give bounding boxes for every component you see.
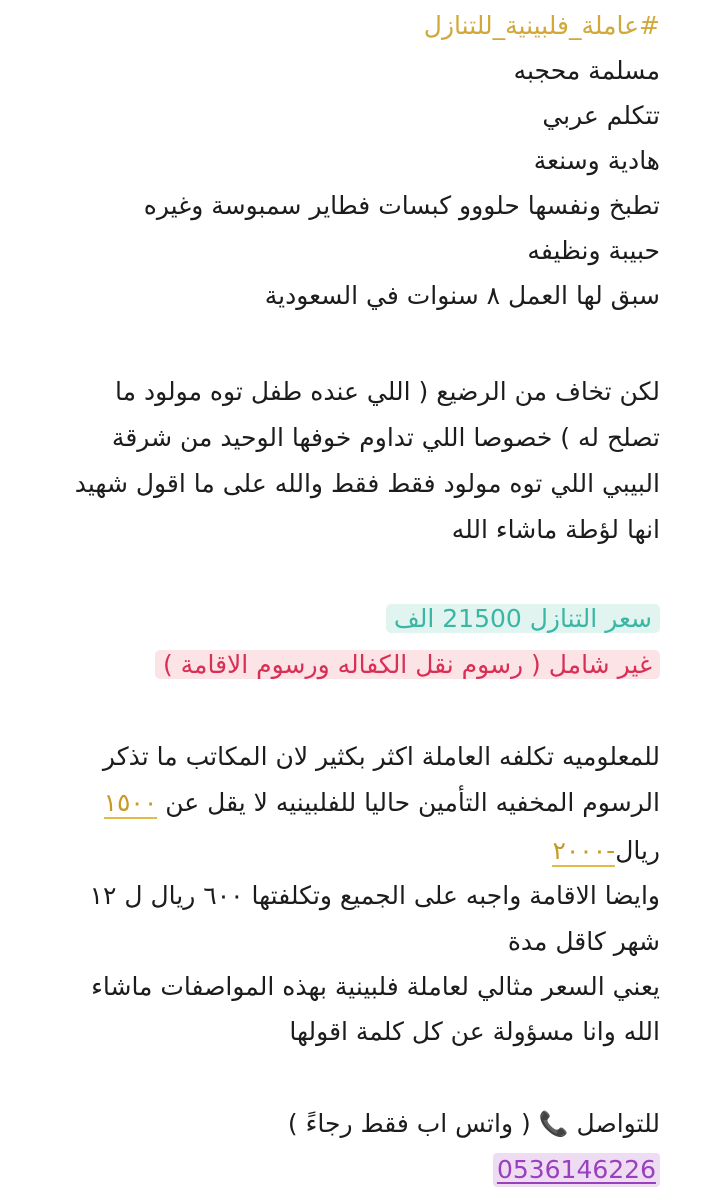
contact-line [288, 1104, 660, 1144]
excludes-highlight: غير شامل ( رسوم نقل الكفاله ورسوم الاقامة ) [155, 650, 660, 679]
contact-label: للتواصل [576, 1109, 660, 1138]
info-text: ريال [615, 836, 660, 865]
caveat-line: البيبي اللي توه مولود فقط فقط والله على ما اقول شهيد [74, 469, 660, 498]
price-highlight: سعر التنازل 21500 الف [386, 604, 660, 633]
caveat-line: تصلح له ) خصوصا اللي تداوم خوفها الوحيد من شرقة [111, 423, 660, 452]
phone-line [493, 1150, 660, 1190]
hashtag-link[interactable]: #عاملة_فلبينية_للتنازل [423, 11, 660, 40]
insurance-amount-end: -٢٠٠٠ [552, 836, 616, 865]
contact-note: ( واتس اب فقط رجاءً ) [287, 1109, 531, 1138]
caveat-line: لكن تخاف من الرضيع ( اللي عنده طفل توه مولود ما [115, 377, 660, 406]
trait-line: مسلمة محجبه [513, 56, 660, 85]
info-line: وايضا الاقامة واجبه على الجميع وتكلفتها ٦٠٠ ريال ل ١٢ [89, 881, 660, 910]
insurance-amount-start: ١٥٠٠ [103, 788, 158, 817]
phone-number-link[interactable]: 0536146226 [493, 1153, 660, 1187]
info-line: الله وانا مسؤولة عن كل كلمة اقولها [289, 1017, 660, 1046]
price-line [386, 599, 660, 639]
info-line [552, 831, 660, 871]
caveat-line: انها لؤطة ماشاء الله [451, 515, 660, 544]
trait-line: حبيبة ونظيفه [527, 236, 660, 265]
info-text: الرسوم المخفيه التأمين حاليا للفلبينيه لا يقل عن [157, 788, 660, 817]
phone-icon: 📞 [538, 1110, 569, 1138]
info-line [104, 783, 660, 823]
info-line: شهر كاقل مدة [507, 927, 660, 956]
info-line: للمعلوميه تكلفه العاملة اكثر بكثير لان المكاتب ما تذكر [102, 742, 660, 771]
info-line: يعني السعر مثالي لعاملة فلبينية بهذه المواصفات ماشاء [91, 972, 660, 1001]
trait-line: سبق لها العمل ٨ سنوات في السعودية [264, 281, 660, 310]
trait-line: تتكلم عربي [542, 101, 660, 130]
trait-line: هادية وسنعة [533, 146, 660, 175]
trait-line: تطبخ ونفسها حلووو كبسات فطاير سمبوسة وغيره [143, 191, 660, 220]
excludes-line [155, 645, 660, 685]
